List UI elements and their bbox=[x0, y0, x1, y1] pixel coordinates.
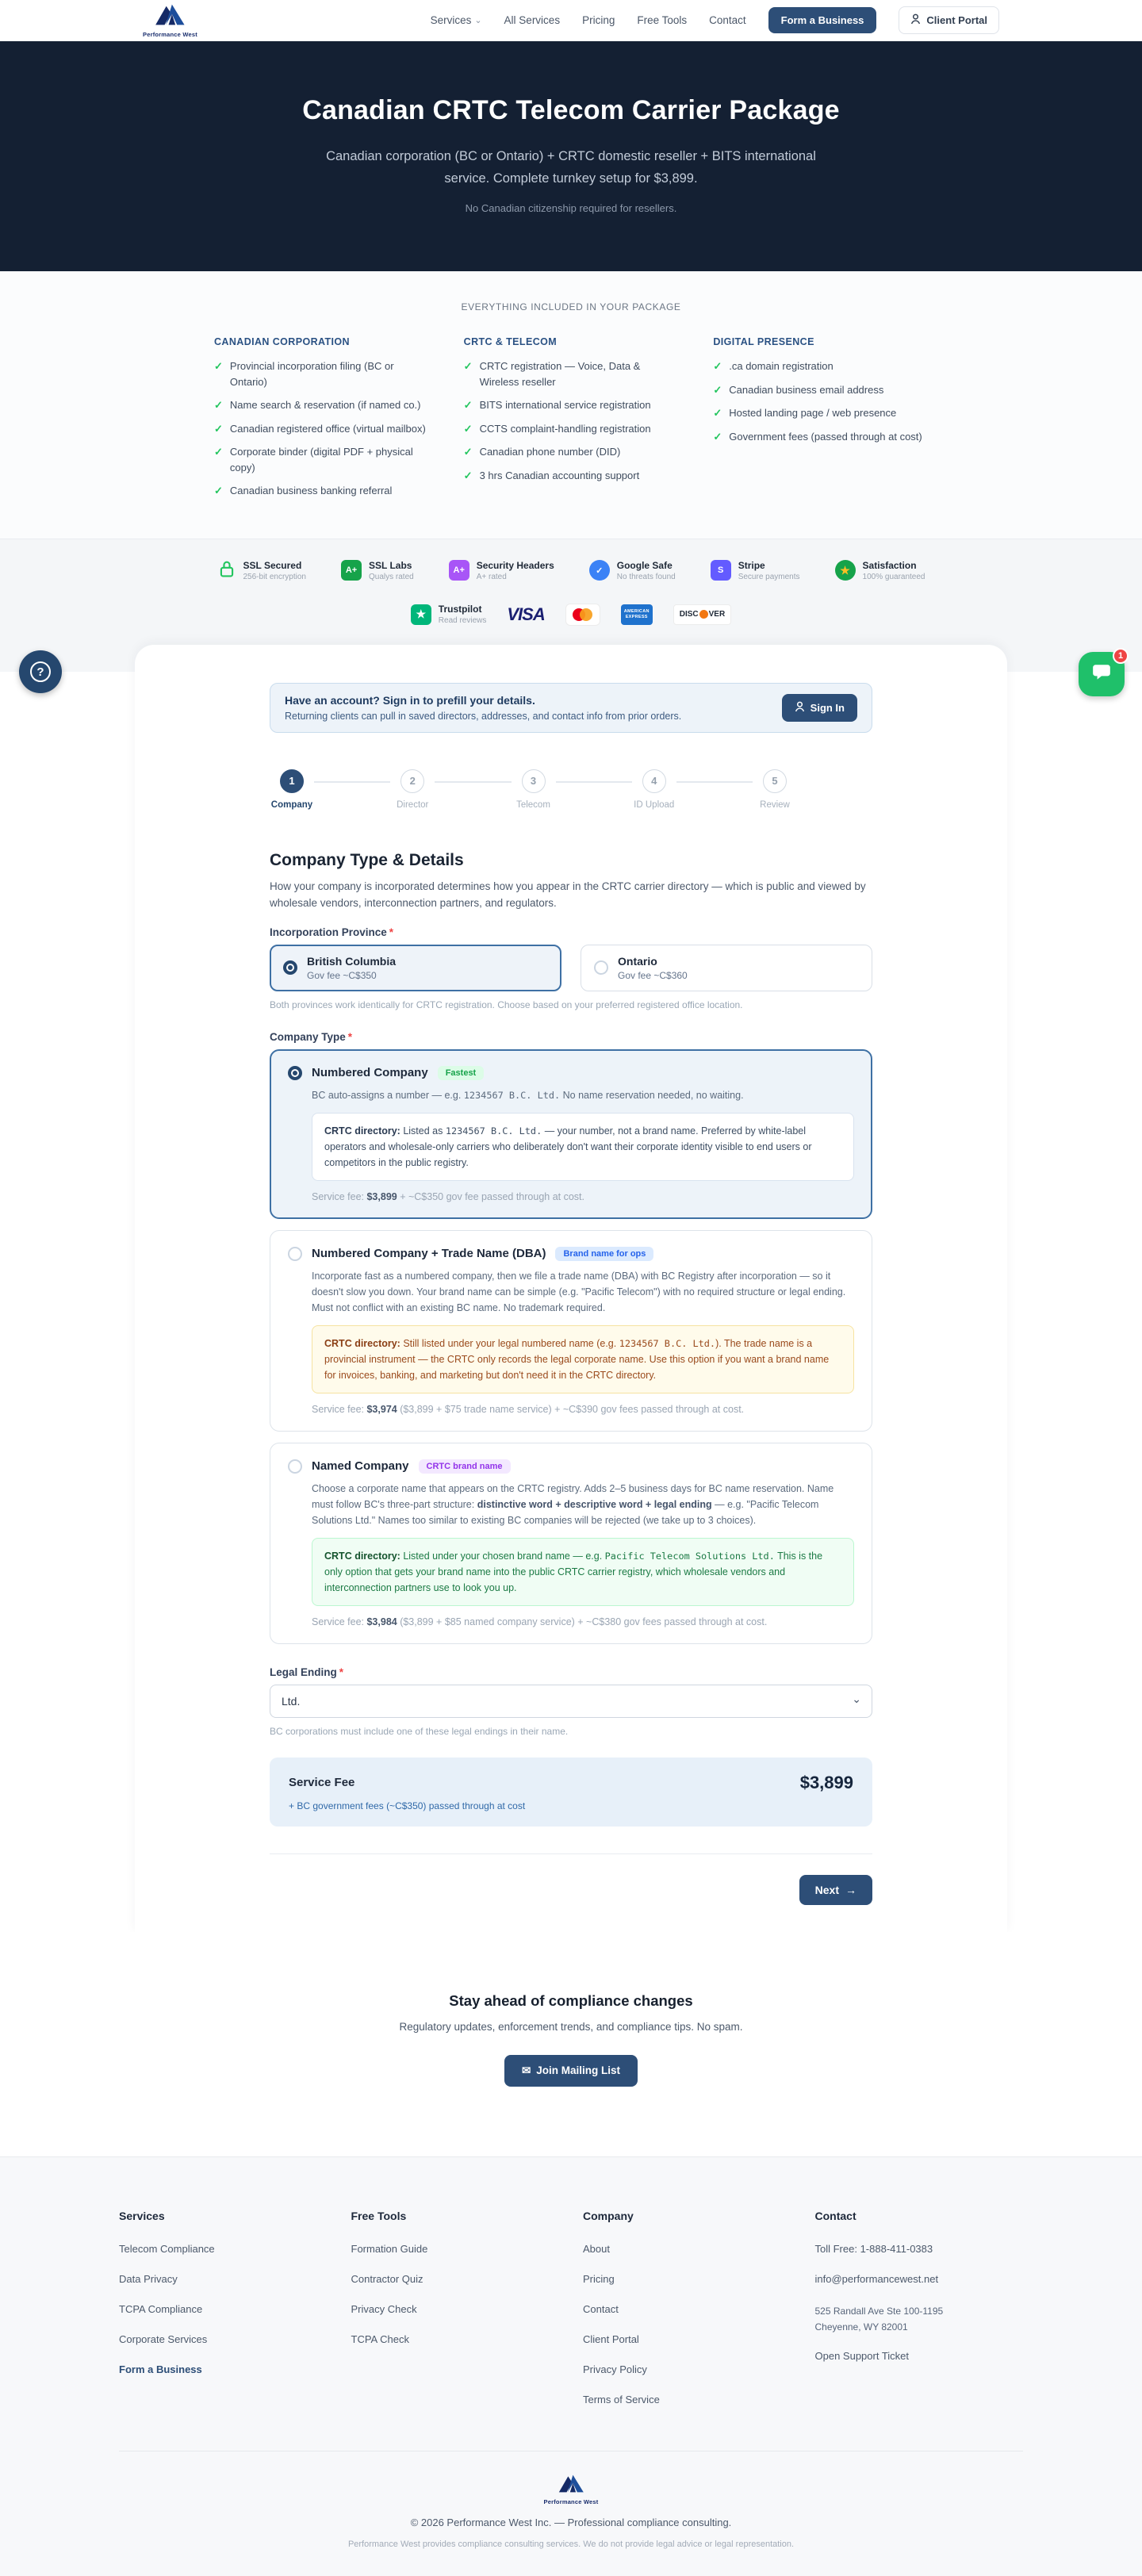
chat-bubble-icon bbox=[1090, 662, 1113, 687]
list-item: ✓ Canadian business banking referral bbox=[214, 483, 429, 499]
nav-link-pricing[interactable]: Pricing bbox=[582, 14, 615, 26]
option-description: BC auto-assigns a number — e.g. 1234567 B.C. Ltd. No name reservation needed, no waiting. bbox=[312, 1089, 744, 1101]
signin-banner bbox=[270, 683, 872, 733]
step-connector bbox=[435, 781, 511, 783]
check-icon: ✓ bbox=[463, 399, 473, 412]
nav-link-free-tools[interactable]: Free Tools bbox=[637, 14, 688, 26]
included-section bbox=[0, 271, 1142, 539]
badge-brand-name-for-ops: Brand name for ops bbox=[555, 1247, 653, 1261]
check-icon: ✓ bbox=[463, 469, 473, 481]
province-option-ontario[interactable]: Ontario Gov fee ~C$360 bbox=[581, 945, 872, 991]
company-type-option-numbered[interactable]: Numbered Company Fastest BC auto-assigns a number — e.g. 1234567 B.C. Ltd. No name reservation needed, no waiting. CRTC directory: Listed as 1234567 B.C. Ltd. — your number, not a brand name. Preferred by white-label operators and wholesale-only carriers who deliberately don't want their corporate identity visible to end users or competitors in the public registry. Service fee: $3,899 + ~C$350 gov fee passed through at cost. bbox=[270, 1049, 872, 1219]
included-column-crtc-telecom: CRTC & TELECOM ✓ CRTC registration — Voice, Data & Wireless reseller ✓ BITS international service registration ✓ CCTS complaint-handling registration ✓ Canadian phone number (DID) ✓ 3 hrs Canadian accounting support bbox=[464, 336, 679, 507]
option-description: Incorporate fast as a numbered company, then we file a trade name (DBA) with BC Registry after incorporation — so it doesn't slow you down. Your brand name can be simple (e.g. "Pacific Telecom") with no required structure or legal ending. Must not conflict with an existing BC name. No trademark required. bbox=[312, 1270, 846, 1313]
legal-ending-label: Legal Ending * bbox=[270, 1666, 344, 1678]
check-icon: ✓ bbox=[713, 383, 722, 396]
list-item: ✓ Name search & reservation (if named co.) bbox=[214, 397, 429, 413]
list-item: ✓ 3 hrs Canadian accounting support bbox=[464, 468, 679, 484]
person-icon bbox=[795, 701, 805, 715]
footer-column-company: Company About Pricing Contact Client Portal Privacy Policy Terms of Service bbox=[583, 2210, 791, 2424]
check-icon: ✓ bbox=[713, 430, 722, 443]
province-option-british-columbia[interactable]: British Columbia Gov fee ~C$350 bbox=[270, 945, 561, 991]
included-column-corporation: CANADIAN CORPORATION ✓ Provincial incorporation filing (BC or Ontario) ✓ Name search & reservation (if named co.) ✓ Canadian registered office (virtual mailbox) ✓ Corporate binder (digital PDF + physical copy) ✓ Canadian business banking referral bbox=[214, 336, 429, 507]
province-label: Incorporation Province * bbox=[270, 926, 394, 938]
list-item: ✓ CCTS complaint-handling registration bbox=[464, 421, 679, 437]
copyright: © 2026 Performance West Inc. — Professional compliance consulting. bbox=[410, 2516, 732, 2528]
badge-fastest: Fastest bbox=[438, 1066, 485, 1080]
trust-badge-stripe: S Stripe Secure payments bbox=[711, 560, 800, 581]
chevron-down-icon: ⌄ bbox=[852, 1692, 861, 1705]
legal-ending-helper: BC corporations must include one of these legal endings in their name. bbox=[270, 1725, 569, 1737]
footer-column-contact: Contact Toll Free: 1-888-411-0383 info@performancewest.net 525 Randall Ave Ste 100-1195 Cheyenne, WY 82001 Open Support Ticket bbox=[815, 2210, 1024, 2424]
question-circle-icon: ? bbox=[30, 661, 51, 682]
step-telecom[interactable]: 3 Telecom bbox=[512, 769, 556, 810]
included-heading: EVERYTHING INCLUDED IN YOUR PACKAGE bbox=[461, 301, 681, 313]
join-mailing-list-button[interactable]: ✉ Join Mailing List bbox=[504, 2055, 638, 2087]
step-id-upload[interactable]: 4 ID Upload bbox=[632, 769, 676, 810]
list-item: ✓ Canadian phone number (DID) bbox=[464, 444, 679, 460]
radio-icon bbox=[594, 960, 608, 975]
footer-link-form-a-business[interactable]: Form a Business bbox=[119, 2363, 202, 2375]
check-icon: ✓ bbox=[463, 422, 473, 435]
footer-phone[interactable]: Toll Free: 1-888-411-0383 bbox=[814, 2242, 933, 2255]
chevron-down-icon: ⌄ bbox=[474, 16, 482, 25]
nav-link-contact[interactable]: Contact bbox=[709, 14, 746, 26]
signin-title: Have an account? Sign in to prefill your details. bbox=[285, 693, 535, 707]
star-circle-icon: ★ bbox=[835, 560, 856, 581]
check-icon: ✓ bbox=[214, 422, 223, 435]
service-fee-amount: $3,899 bbox=[799, 1772, 853, 1792]
list-item: ✓ Hosted landing page / web presence bbox=[713, 405, 928, 421]
check-icon: ✓ bbox=[214, 446, 223, 458]
footer-link-tcpa-check[interactable]: TCPA Check bbox=[351, 2333, 409, 2345]
mastercard-logo bbox=[565, 604, 600, 626]
site-footer bbox=[0, 2156, 1142, 2576]
lock-icon bbox=[217, 558, 236, 583]
badge-crtc-brand-name: CRTC brand name bbox=[419, 1459, 511, 1474]
mailing-section bbox=[0, 1932, 1142, 2156]
step-connector bbox=[676, 781, 753, 783]
crtc-directory-note: CRTC directory: Still listed under your legal numbered name (e.g. 1234567 B.C. Ltd.). The trade name is a provincial instrument — the CRTC only records the legal corporate name. Use this option if you want a brand name for invoices, banking, and marketing but don't need it in the CRTC directory. bbox=[312, 1325, 854, 1393]
check-icon: ✓ bbox=[214, 399, 223, 412]
nav-link-services[interactable]: Services ⌄ bbox=[430, 14, 482, 26]
footer-link-privacy-policy[interactable]: Privacy Policy bbox=[583, 2363, 647, 2375]
option-description: Choose a corporate name that appears on the CRTC registry. Adds 2–5 business days for BC name reservation. Name must follow BC's three-part structure: distinctive word + descriptive word + legal ending — e.g. "Pacific Telecom Solutions Ltd." Names too similar to existing BC companies will be rejected (we take up to 3 choices). bbox=[312, 1482, 834, 1526]
legal-ending-select[interactable] bbox=[270, 1685, 872, 1718]
footer-link-data-privacy[interactable]: Data Privacy bbox=[119, 2272, 178, 2285]
footer-link-about[interactable]: About bbox=[583, 2242, 610, 2255]
mountain-logo-icon bbox=[154, 3, 186, 30]
sign-in-button[interactable]: Sign In bbox=[782, 694, 857, 722]
envelope-icon: ✉ bbox=[521, 2064, 531, 2076]
check-icon: ✓ bbox=[214, 485, 223, 497]
notification-badge: 1 bbox=[1113, 648, 1129, 664]
footer-link-contact[interactable]: Contact bbox=[583, 2302, 619, 2315]
trust-badge-ssl: SSL Secured 256-bit encryption bbox=[217, 558, 307, 583]
disclaimer: Performance West provides compliance consulting services. We do not provide legal advice or legal representation. bbox=[347, 2539, 795, 2549]
divider bbox=[270, 1853, 872, 1854]
mailing-heading: Stay ahead of compliance changes bbox=[449, 1991, 693, 2009]
company-type-label: Company Type * bbox=[270, 1030, 353, 1043]
trust-badge-google-safe: ✓ Google Safe No threats found bbox=[589, 560, 676, 581]
footer-link-corporate-services[interactable]: Corporate Services bbox=[119, 2333, 208, 2345]
stripe-icon: S bbox=[711, 560, 731, 581]
province-helper: Both provinces work identically for CRTC registration. Choose based on your preferred registered office location. bbox=[270, 999, 743, 1010]
footer-link-tcpa-compliance[interactable]: TCPA Compliance bbox=[119, 2302, 203, 2315]
checkmark-circle-icon: ✓ bbox=[589, 560, 610, 581]
check-icon: ✓ bbox=[713, 407, 722, 420]
option-fee: Service fee: $3,974 ($3,899 + $75 trade name service) + ~C$390 gov fees passed through at cost. bbox=[312, 1403, 745, 1415]
check-icon: ✓ bbox=[463, 446, 473, 458]
check-icon: ✓ bbox=[214, 360, 223, 373]
footer-link-contractor-quiz[interactable]: Contractor Quiz bbox=[351, 2272, 423, 2285]
discover-dot-icon bbox=[699, 610, 708, 619]
footer-link-terms-of-service[interactable]: Terms of Service bbox=[583, 2393, 660, 2405]
footer-link-formation-guide[interactable]: Formation Guide bbox=[351, 2242, 428, 2255]
trustpilot-badge[interactable]: ★ Trustpilot Read reviews bbox=[411, 604, 487, 625]
visa-logo: VISA bbox=[507, 604, 545, 624]
step-connector bbox=[556, 781, 632, 783]
next-button[interactable]: Next → bbox=[799, 1875, 872, 1905]
radio-icon bbox=[288, 1247, 302, 1261]
option-fee: Service fee: $3,899 + ~C$350 gov fee passed through at cost. bbox=[312, 1190, 584, 1202]
footer-link-pricing[interactable]: Pricing bbox=[583, 2272, 615, 2285]
list-item: ✓ CRTC registration — Voice, Data & Wireless reseller bbox=[464, 358, 679, 389]
brand-logo[interactable] bbox=[143, 3, 197, 38]
list-item: ✓ Provincial incorporation filing (BC or Ontario) bbox=[214, 358, 429, 389]
page-title: Canadian CRTC Telecom Carrier Package bbox=[302, 95, 840, 125]
footer-email[interactable]: info@performancewest.net bbox=[814, 2272, 939, 2285]
live-chat-button[interactable] bbox=[1079, 652, 1125, 696]
mountain-logo-icon bbox=[558, 2474, 584, 2497]
hero-note: No Canadian citizenship required for resellers. bbox=[465, 202, 677, 215]
nav-link-all-services[interactable]: All Services bbox=[504, 14, 561, 26]
service-fee-note: + BC government fees (~C$350) passed through at cost bbox=[289, 1800, 526, 1811]
check-icon: ✓ bbox=[713, 360, 722, 373]
service-fee-summary bbox=[270, 1758, 872, 1827]
progress-stepper bbox=[270, 769, 797, 810]
footer-column-services: Services Telecom Compliance Data Privacy TCPA Compliance Corporate Services Form a Business bbox=[119, 2210, 328, 2424]
option-fee: Service fee: $3,984 ($3,899 + $85 named company service) + ~C$380 gov fees passed through at cost. bbox=[312, 1616, 768, 1627]
form-a-business-button[interactable]: Form a Business bbox=[768, 7, 877, 33]
site-header bbox=[0, 0, 1142, 41]
accessibility-help-button[interactable] bbox=[19, 650, 62, 693]
radio-icon bbox=[288, 1459, 302, 1474]
company-type-option-named[interactable]: Named Company CRTC brand name Choose a corporate name that appears on the CRTC registry. Adds 2–5 business days for BC name reservation. Name must follow BC's three-part structure: distinctive word + descriptive word + legal ending — e.g. "Pacific Telecom Solutions Ltd." Names too similar to existing BC companies will be rejected (we take up to 3 choices). CRTC directory: Listed under your chosen brand name — e.g. Pacific Telecom Solutions Ltd. This is the only option that gets your brand name into the public CRTC carrier registry, which wholesale vendors and interconnection partners use to look you up. Service fee: $3,984 ($3,899 + $85 named company service) + ~C$380 gov fees passed through at cost. bbox=[270, 1443, 872, 1644]
trust-badge-ssl-labs: A+ SSL Labs Qualys rated bbox=[341, 560, 414, 581]
crtc-directory-note: CRTC directory: Listed as 1234567 B.C. Ltd. — your number, not a brand name. Preferred by white-label operators and wholesale-only carriers who deliberately don't want their corporate identity visible to end users or competitors in the public registry. bbox=[312, 1113, 854, 1181]
footer-link-client-portal[interactable]: Client Portal bbox=[583, 2333, 639, 2345]
list-item: ✓ Canadian business email address bbox=[713, 382, 928, 398]
hero-section bbox=[0, 41, 1142, 271]
list-item: ✓ Canadian registered office (virtual mailbox) bbox=[214, 421, 429, 437]
trustpilot-star-icon: ★ bbox=[411, 604, 431, 625]
mailing-subtitle: Regulatory updates, enforcement trends, and compliance tips. No spam. bbox=[399, 2020, 743, 2033]
footer-link-open-support-ticket[interactable]: Open Support Ticket bbox=[814, 2349, 910, 2362]
a-plus-green-icon: A+ bbox=[341, 560, 362, 581]
list-item: ✓ BITS international service registration bbox=[464, 397, 679, 413]
signin-subtitle: Returning clients can pull in saved directors, addresses, and contact info from prior orders. bbox=[285, 710, 682, 722]
footer-link-telecom-compliance[interactable]: Telecom Compliance bbox=[119, 2242, 215, 2255]
included-column-digital-presence: DIGITAL PRESENCE ✓ .ca domain registration ✓ Canadian business email address ✓ Hosted landing page / web presence ✓ Government fees (passed through at cost) bbox=[713, 336, 928, 507]
step-director[interactable]: 2 Director bbox=[390, 769, 435, 810]
discover-logo: DISC VER bbox=[673, 604, 731, 625]
person-icon bbox=[910, 13, 921, 27]
footer-address: 525 Randall Ave Ste 100-1195 Cheyenne, WY 82001 bbox=[814, 2305, 944, 2333]
step-company[interactable]: 1 Company bbox=[270, 769, 314, 810]
main-nav bbox=[431, 6, 999, 34]
radio-selected-icon bbox=[283, 960, 297, 975]
brand-name: Performance West bbox=[143, 30, 197, 38]
section-description: How your company is incorporated determines how you appear in the CRTC carrier directory — which is public and viewed by wholesale vendors, interconnection partners, and regulators. bbox=[270, 880, 866, 910]
trust-badge-satisfaction: ★ Satisfaction 100% guaranteed bbox=[835, 560, 925, 581]
brand-name: Performance West bbox=[543, 2497, 599, 2505]
amex-logo: AMERICAN EXPRESS bbox=[621, 604, 653, 625]
section-heading: Company Type & Details bbox=[270, 850, 464, 869]
list-item: ✓ Government fees (passed through at cost) bbox=[713, 429, 928, 445]
footer-link-privacy-check[interactable]: Privacy Check bbox=[351, 2302, 417, 2315]
footer-brand-logo[interactable] bbox=[544, 2474, 599, 2505]
radio-selected-icon bbox=[288, 1066, 302, 1080]
client-portal-button[interactable]: Client Portal bbox=[899, 6, 999, 34]
list-item: ✓ Corporate binder (digital PDF + physical copy) bbox=[214, 444, 429, 475]
step-review[interactable]: 5 Review bbox=[753, 769, 797, 810]
step-connector bbox=[314, 781, 390, 783]
check-icon: ✓ bbox=[463, 360, 473, 373]
order-form-card bbox=[135, 645, 1007, 1932]
hero-subtitle: Canadian corporation (BC or Ontario) + CRTC domestic reseller + BITS international service. Complete turnkey setup for $3,899. bbox=[326, 149, 816, 186]
trust-badge-security-headers: A+ Security Headers A+ rated bbox=[449, 560, 554, 581]
crtc-directory-note: CRTC directory: Listed under your chosen brand name — e.g. Pacific Telecom Solutions Ltd. This is the only option that gets your brand name into the public CRTC carrier registry, which wholesale vendors and interconnection partners use to look you up. bbox=[312, 1538, 854, 1606]
service-fee-label: Service Fee bbox=[289, 1776, 355, 1790]
footer-column-free-tools: Free Tools Formation Guide Contractor Quiz Privacy Check TCPA Check bbox=[351, 2210, 560, 2424]
company-type-option-numbered-dba[interactable]: Numbered Company + Trade Name (DBA) Brand name for ops Incorporate fast as a numbered company, then we file a trade name (DBA) with BC Registry after incorporation — so it doesn't slow you down. Your brand name can be simple (e.g. "Pacific Telecom") with no required structure or legal ending. Must not conflict with an existing BC name. No trademark required. CRTC directory: Still listed under your legal numbered name (e.g. 1234567 B.C. Ltd.). The trade name is a provincial instrument — the CRTC only records the legal corporate name. Use this option if you want a brand name for invoices, banking, and marketing but don't need it in the CRTC directory. Service fee: $3,974 ($3,899 + $75 trade name service) + ~C$390 gov fees passed through at cost. bbox=[270, 1230, 872, 1432]
arrow-right-icon: → bbox=[845, 1883, 856, 1896]
list-item: ✓ .ca domain registration bbox=[713, 358, 928, 374]
a-plus-purple-icon: A+ bbox=[449, 560, 469, 581]
